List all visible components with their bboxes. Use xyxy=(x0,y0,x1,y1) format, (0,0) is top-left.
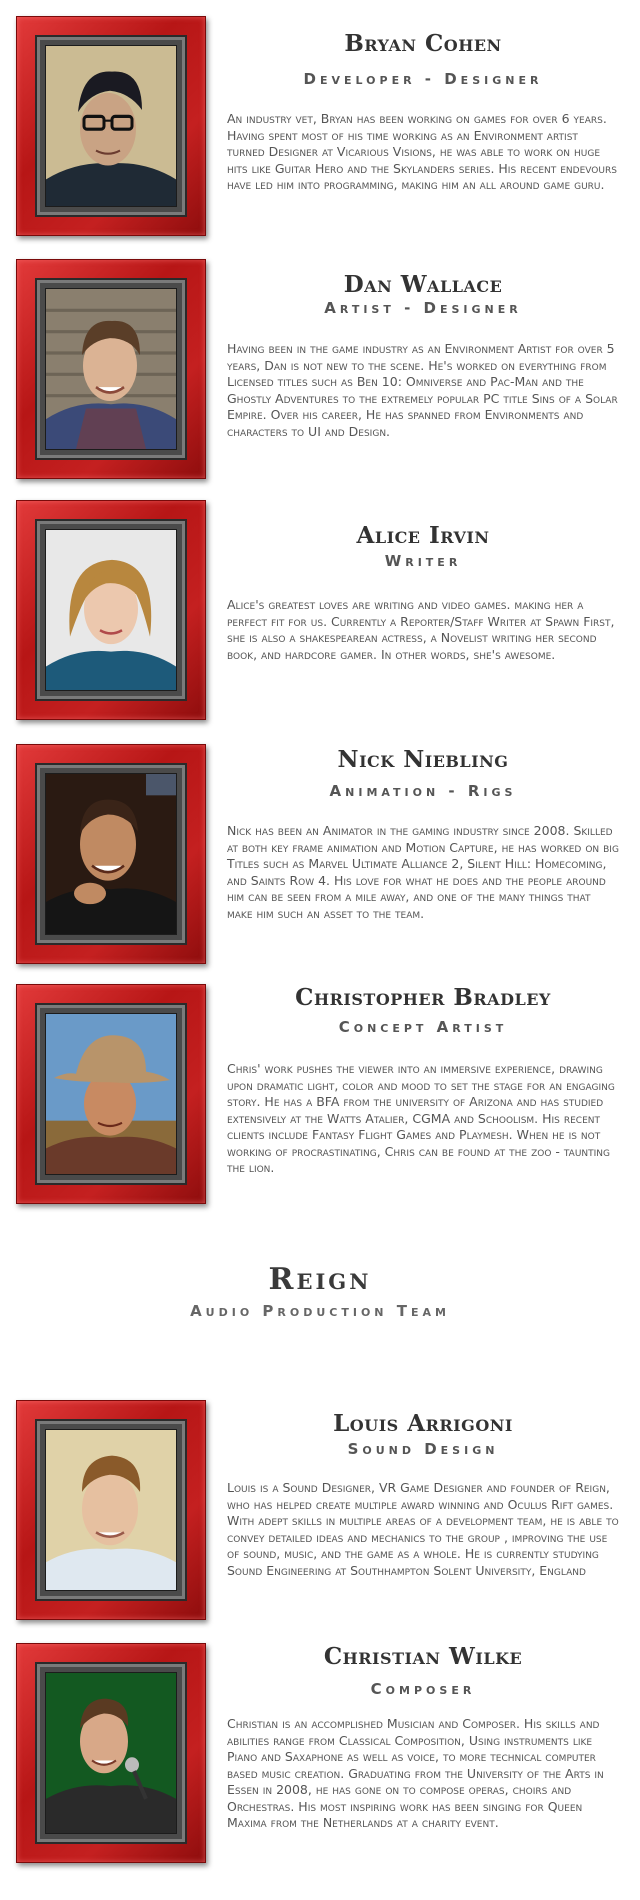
portrait-photo xyxy=(45,773,177,935)
portrait-frame xyxy=(16,744,206,964)
member-role: Animation - Rigs xyxy=(329,782,517,800)
portrait-photo xyxy=(45,288,177,450)
member-name: Louis Arrigoni xyxy=(333,1410,513,1437)
portrait-frame xyxy=(16,984,206,1204)
member-bio: Alice's greatest loves are writing and video games. making her a perfect fit for us. Currently a Reporter/Staff Writer at Spawn First, she is also a shakespearean actress, a Novelist writing her second book, and hardcore gamer. In other words, she's awesome. xyxy=(227,597,615,662)
portrait-frame xyxy=(16,1400,206,1620)
portrait-frame xyxy=(16,1643,206,1863)
portrait-photo xyxy=(45,529,177,691)
portrait-frame xyxy=(16,500,206,720)
portrait-frame xyxy=(16,16,206,236)
member-role: Developer - Designer xyxy=(303,70,543,88)
member-role: Composer xyxy=(370,1680,476,1698)
team-subtitle: Audio Production Team xyxy=(190,1302,450,1320)
member-name: Alice Irvin xyxy=(356,522,490,549)
member-name: Christopher Bradley xyxy=(295,984,551,1011)
member-bio: Nick has been an Animator in the gaming industry since 2008. Skilled at both key frame animation and Motion Capture, he has worked on big Titles such as Marvel Ultimate Alliance 2, Silent Hill: Homecoming, and Saints Row 4. His love for what he does and the people around him can be seen from a mile away, and one of the many things that make him such an asset to the team. xyxy=(227,823,619,921)
member-name: Christian Wilke xyxy=(323,1643,523,1670)
portrait-frame xyxy=(16,259,206,479)
member-bio: An industry vet, Bryan has been working on games for over 6 years. Having spent most of his time working as an Environment artist turned Designer at Vicarious Visions, he was able to work on huge hits like Guitar Hero and the Skylanders series. His recent endevours have led him into programming, making him an all around game guru. xyxy=(227,111,617,192)
member-name: Dan Wallace xyxy=(343,271,503,298)
member-role: Writer xyxy=(384,552,462,570)
portrait-photo xyxy=(45,1013,177,1175)
portrait-photo xyxy=(45,45,177,207)
member-name: Nick Niebling xyxy=(337,746,509,773)
member-bio: Louis is a Sound Designer, VR Game Designer and founder of Reign, who has helped create multiple award winning and Oculus Rift games. With adept skills in multiple areas of a development team, he is able to convey detailed ideas and mechanics to the group , improving the use of sound, music, and the game as a whole. He is currently studying Sound Engineering at Southhampton Solent University, England xyxy=(227,1480,619,1578)
member-role: Concept Artist xyxy=(338,1018,508,1036)
member-name: Bryan Cohen xyxy=(344,30,502,57)
member-role: Artist - Designer xyxy=(324,299,522,317)
member-bio: Christian is an accomplished Musician and Composer. His skills and abilities range from Classical Composition, Using instruments like Piano and Saxaphone as well as voice, to more technical computer based music creation. Graduating from the University of the Arts in Essen in 2008, he has gone on to compose operas, choirs and Orchestras. His most inspiring work has been singing for Queen Maxima from the Netherlands at a charity event. xyxy=(227,1716,604,1830)
member-bio: Chris' work pushes the viewer into an immersive experience, drawing upon dramatic light, color and mood to set the stage for an engaging story. He has a BFA from the university of Arizona and has studied extensively at the Watts Atalier, CGMA and Schoolism. His recent clients include Fantasy Flight Games and Playmesh. When he is not working of procrastinating, Chris can be found at the zoo - taunting the lion. xyxy=(227,1061,615,1175)
member-bio: Having been in the game industry as an Environment Artist for over 5 years, Dan is not new to the scene. He's worked on everything from Licensed titles such as Ben 10: Omniverse and Pac-Man and the Ghostly Adventures to the extremely popular PC title Sins of a Solar Empire. Over his career, He has spanned from Environments and characters to UI and Design. xyxy=(227,341,618,439)
portrait-photo xyxy=(45,1672,177,1834)
member-role: Sound Design xyxy=(347,1440,499,1458)
portrait-photo xyxy=(45,1429,177,1591)
team-title: Reign xyxy=(268,1262,372,1297)
